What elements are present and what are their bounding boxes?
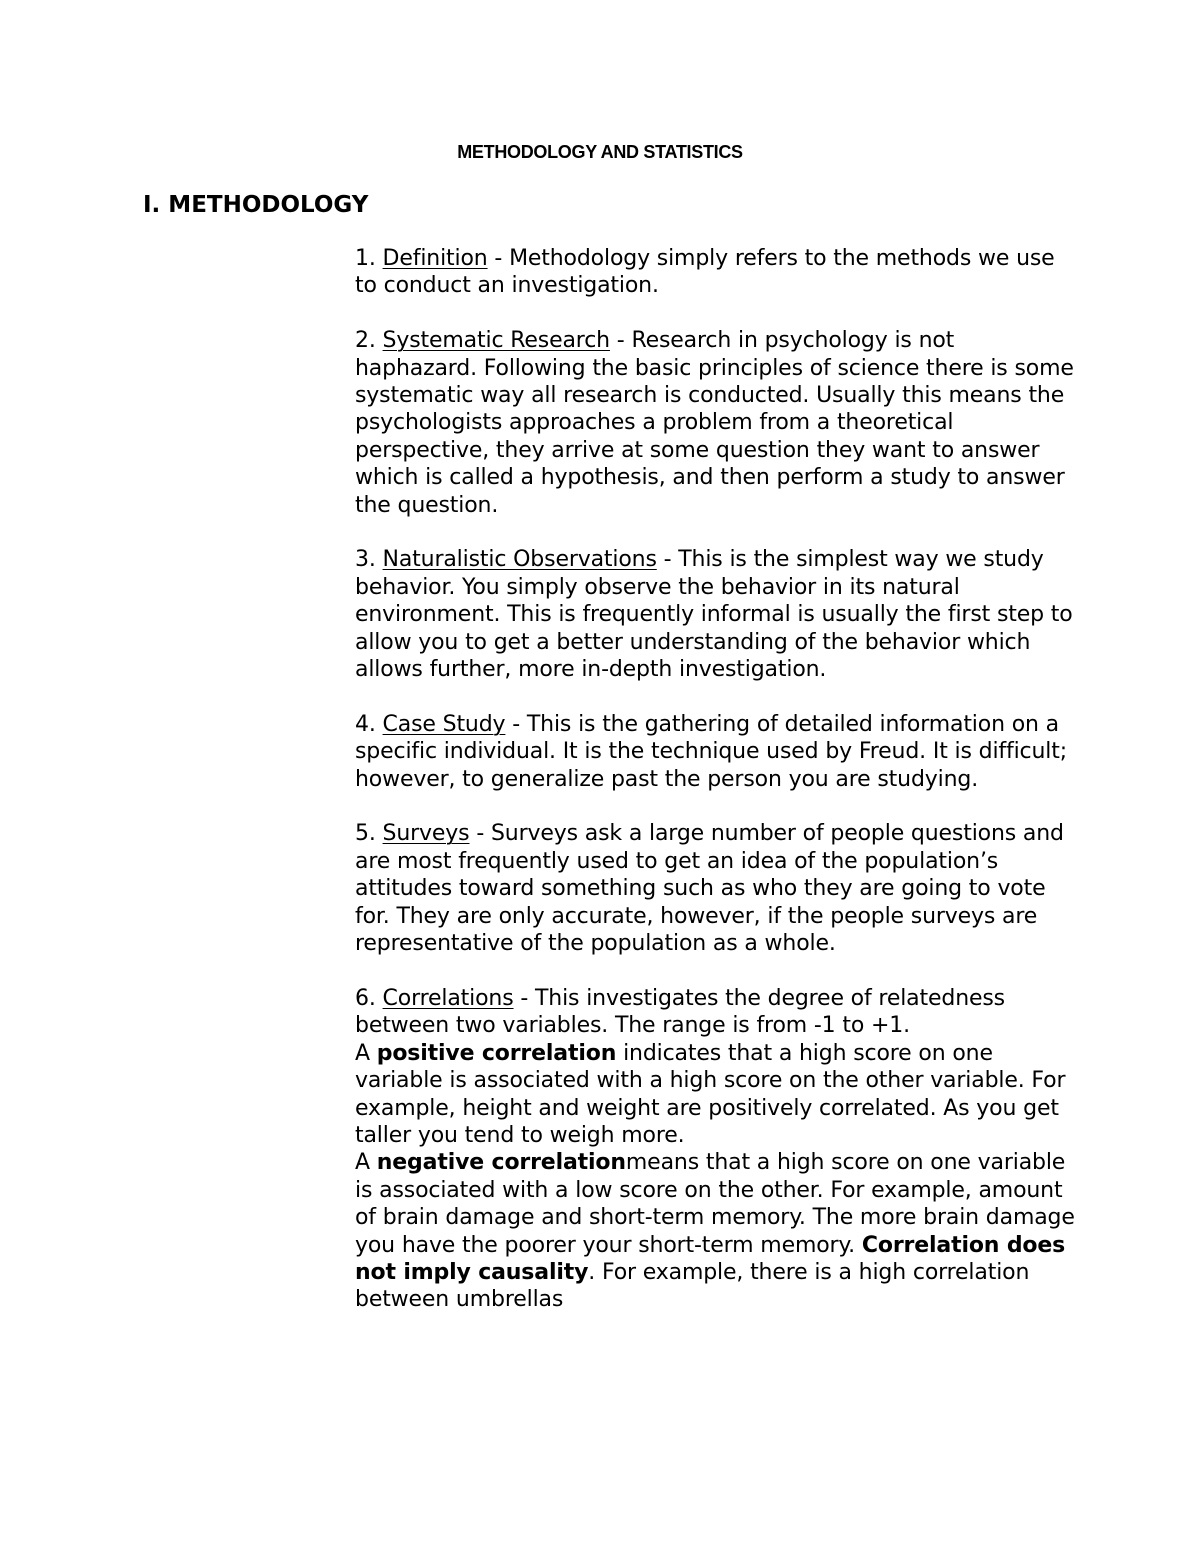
list-item-naturalistic-observations bbox=[355, 546, 1075, 683]
document-title: METHODOLOGY AND STATISTICS bbox=[457, 142, 743, 162]
item-term: Systematic Research bbox=[382, 328, 610, 354]
item-number: 5. bbox=[355, 821, 383, 847]
item-separator: - bbox=[609, 328, 632, 354]
negative-text-continued: . For example, there is a high correlation between umbrellas bbox=[355, 1259, 1030, 1313]
item-text: This investigates the degree of relatedness between two variables. The range is from -1 to +1. bbox=[355, 985, 1005, 1039]
negative-correlation-paragraph bbox=[355, 1149, 1075, 1313]
list-item-definition bbox=[355, 245, 1075, 300]
item-separator: - bbox=[513, 985, 536, 1011]
list-item-paragraph bbox=[355, 546, 1075, 683]
list-item-paragraph bbox=[355, 711, 1075, 793]
item-number: 6. bbox=[355, 985, 383, 1011]
list-item-paragraph bbox=[355, 820, 1075, 957]
section-heading: I. METHODOLOGY bbox=[143, 192, 369, 218]
list-item-systematic-research bbox=[355, 327, 1075, 519]
item-number: 1. bbox=[355, 246, 383, 271]
item-separator: - bbox=[505, 711, 527, 737]
positive-correlation-paragraph bbox=[355, 1040, 1075, 1150]
item-term: Case Study bbox=[382, 711, 506, 737]
item-text: Methodology simply refers to the methods we use to conduct an investigation. bbox=[355, 246, 1055, 299]
causality-statement: Correlation does not imply causality bbox=[355, 1232, 1066, 1285]
item-number: 4. bbox=[355, 711, 383, 737]
item-separator: - bbox=[656, 547, 679, 573]
item-term: Definition bbox=[382, 246, 488, 271]
list-item-case-study bbox=[355, 711, 1075, 793]
negative-text: means that a high score on one variable is associated with a low score on the other. For example, amount of brain damage and short-term memory. The more brain damage you have the poorer your short-term memory. bbox=[355, 1150, 1075, 1258]
item-number: 2. bbox=[355, 328, 383, 354]
list-item-paragraph bbox=[355, 985, 1075, 1040]
item-number: 3. bbox=[355, 547, 383, 573]
item-separator: - bbox=[469, 821, 491, 847]
negative-lead: A bbox=[355, 1150, 377, 1176]
positive-correlation-term: positive correlation bbox=[376, 1040, 617, 1066]
list-item-surveys bbox=[355, 820, 1075, 957]
methodology-list bbox=[355, 245, 1075, 1341]
negative-correlation-term: negative correlation bbox=[376, 1150, 626, 1176]
item-text: This is the simplest way we study behavior. You simply observe the behavior in its natural environment. This is frequently informal is usually the first step to allow you to get a better understanding of the behavior which allows further, more in-depth investigation. bbox=[355, 547, 1073, 683]
list-item-paragraph bbox=[355, 327, 1075, 519]
item-text: Surveys ask a large number of people questions and are most frequently used to get an idea of the population’s attitudes toward something such as who they are going to vote for. They are only accurate, however, if the people surveys are representative of the population as a whole. bbox=[355, 821, 1064, 957]
item-text: Research in psychology is not haphazard. Following the basic principles of science there is some systematic way all research is conducted. Usually this means the psychologists approaches a problem from a theoretical perspective, they arrive at some question they want to answer which is called a hypothesis, and then perform a study to answer the question. bbox=[355, 328, 1074, 518]
item-term: Correlations bbox=[382, 985, 514, 1011]
item-text: This is the gathering of detailed information on a specific individual. It is the technique used by Freud. It is difficult; however, to generalize past the person you are studying. bbox=[355, 711, 1067, 792]
positive-text: indicates that a high score on one variable is associated with a high score on the other variable. For example, height and weight are positively correlated. As you get taller you tend to weigh more. bbox=[355, 1040, 1066, 1148]
list-item-correlations bbox=[355, 985, 1075, 1314]
item-term: Surveys bbox=[382, 821, 470, 847]
item-separator: - bbox=[487, 246, 510, 271]
list-item-paragraph bbox=[355, 245, 1075, 300]
positive-lead: A bbox=[355, 1040, 377, 1066]
item-term: Naturalistic Observations bbox=[382, 547, 657, 573]
